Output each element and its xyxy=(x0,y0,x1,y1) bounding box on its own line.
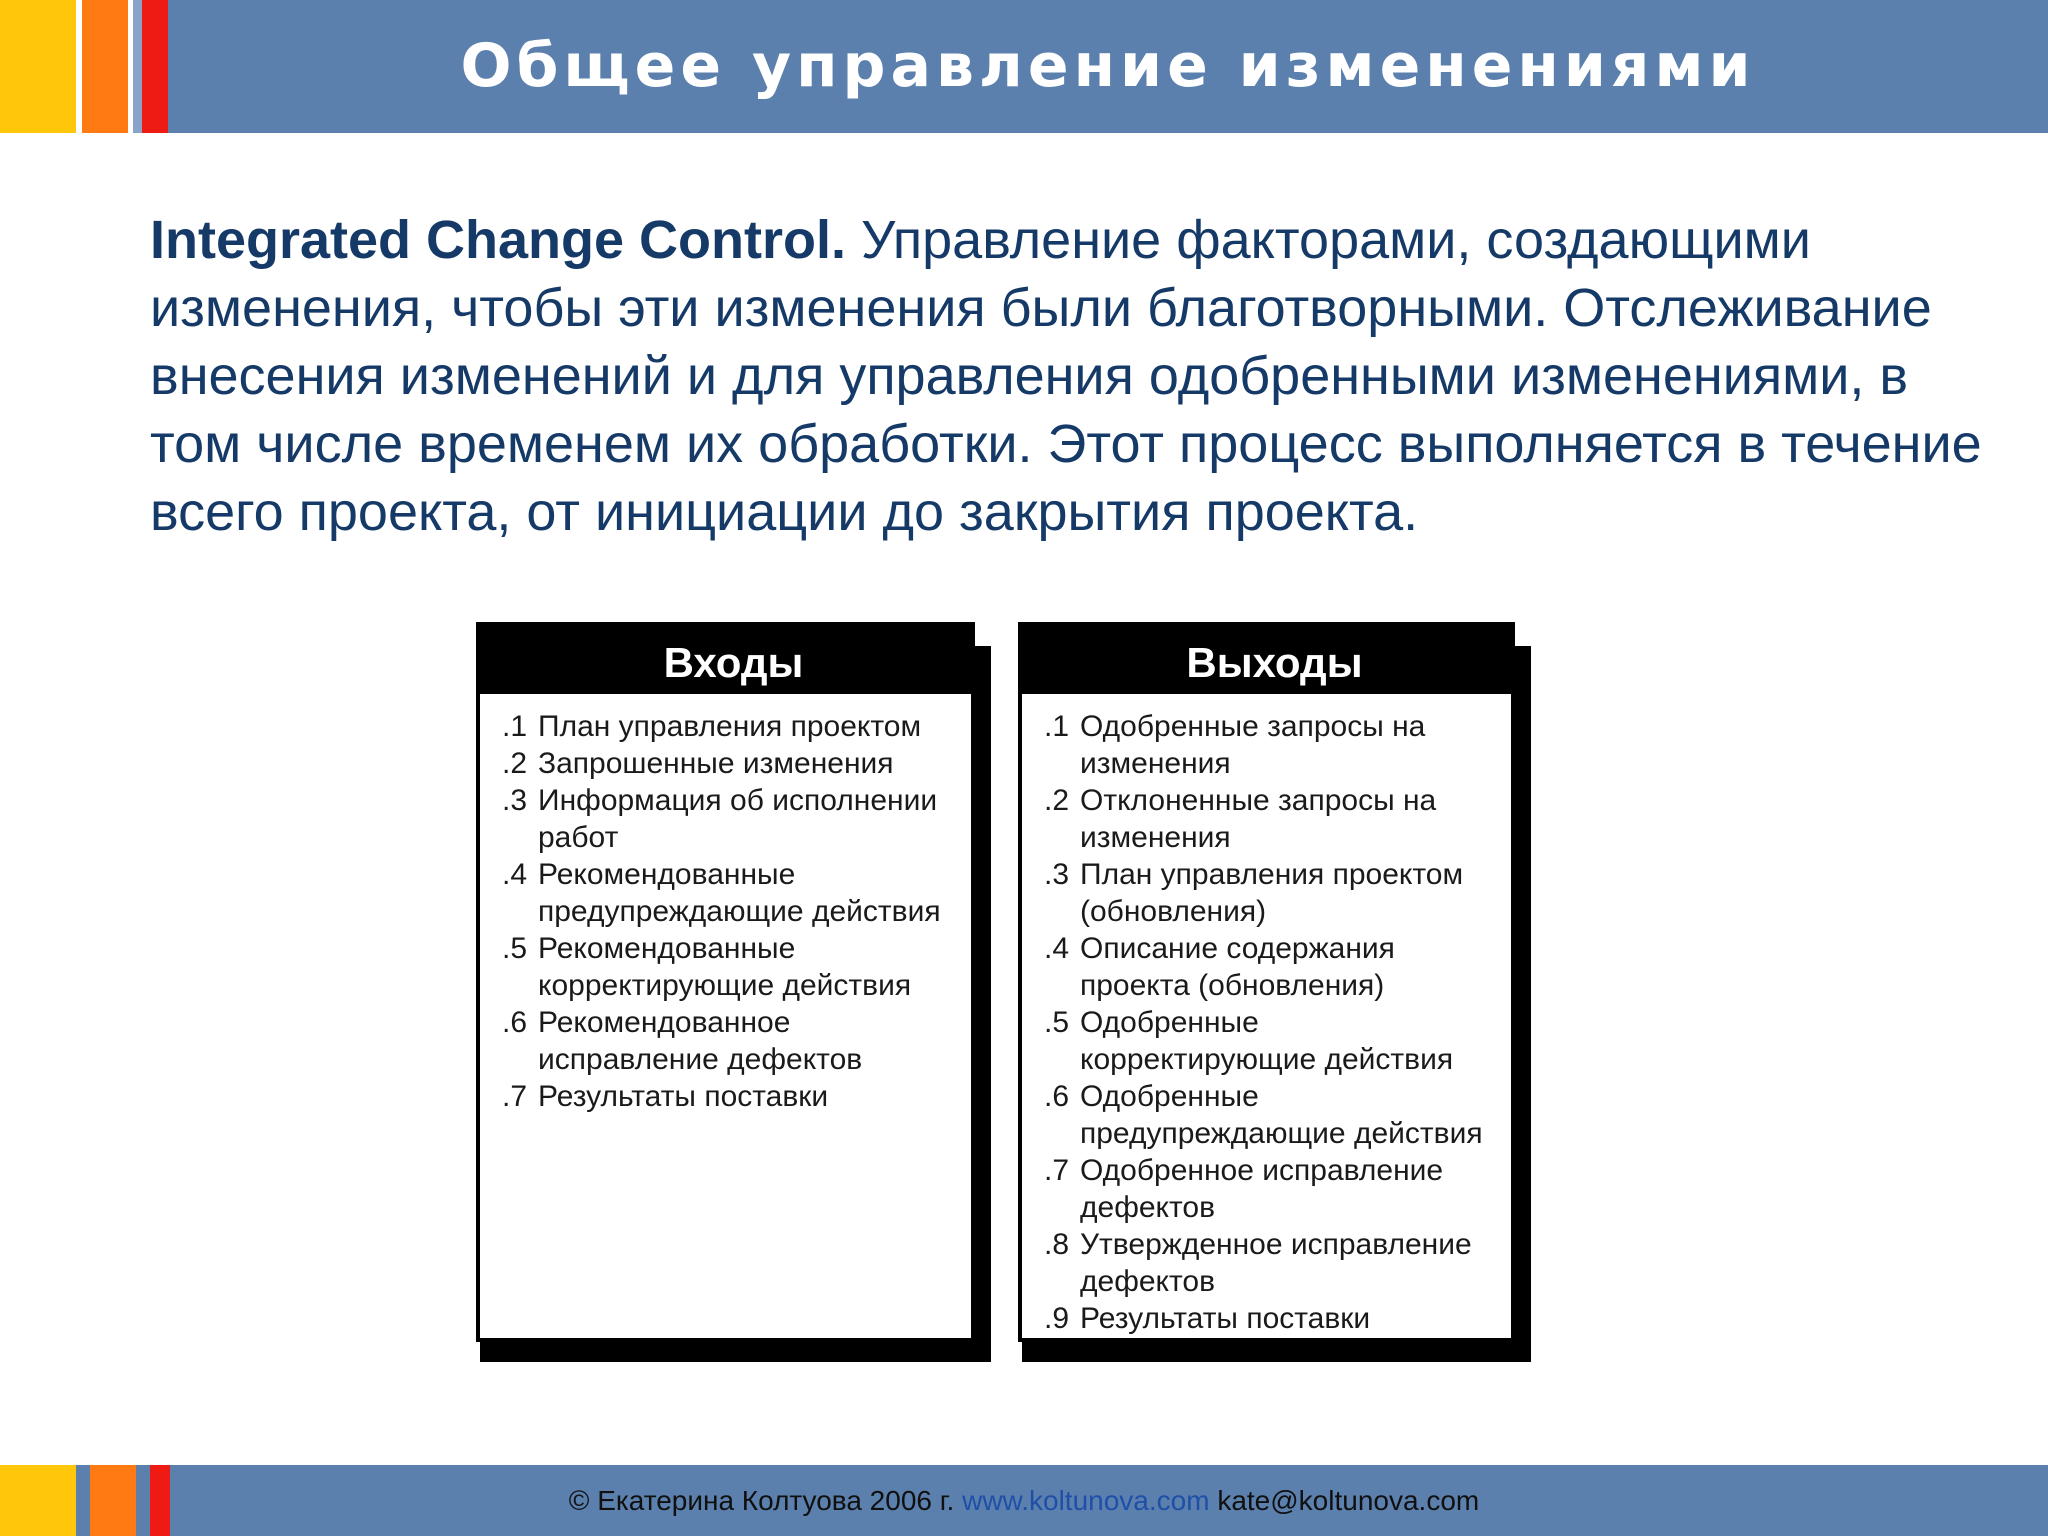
list-item xyxy=(1044,1300,1499,1337)
intro-paragraph xyxy=(150,206,2010,546)
item-text: Отклоненные запросы на изменения xyxy=(1080,784,1437,854)
accent-stripe-orange xyxy=(82,0,128,133)
item-number: .5 xyxy=(1044,1006,1070,1039)
list-item xyxy=(502,1004,959,1078)
item-text: Утвержденное исправление дефектов xyxy=(1080,1228,1472,1298)
copyright: © Екатерина Колтуова 2006 г. xyxy=(568,1485,955,1516)
item-number: .4 xyxy=(502,858,528,891)
list-item xyxy=(502,782,959,856)
list-item xyxy=(1044,1226,1499,1300)
inputs-list xyxy=(480,694,971,1338)
list-item xyxy=(1044,1004,1499,1078)
intro-lead: Integrated Change Control. xyxy=(150,210,847,270)
header-bar xyxy=(0,0,2048,133)
panel-notch xyxy=(975,622,991,646)
outputs-panel xyxy=(1018,622,1531,1362)
list-item xyxy=(1044,1078,1499,1152)
list-item xyxy=(502,856,959,930)
intro-text: Управление факторами, создающими изменения, чтобы эти изменения были благотворными. Отслеживание внесения изменений и для управления одобренными изменениями, в том числе временем их обработки. Этот процесс выполняется в течение всего проекта, от инициации до закрытия проекта. xyxy=(150,210,1982,542)
item-number: .3 xyxy=(502,784,528,817)
item-number: .7 xyxy=(1044,1154,1070,1187)
slide-title: Общее управление изменениями xyxy=(460,31,1756,101)
item-number: .2 xyxy=(1044,784,1070,817)
accent-stripe-red xyxy=(142,0,168,133)
item-number: .6 xyxy=(1044,1080,1070,1113)
list-item xyxy=(502,745,959,782)
list-item xyxy=(1044,708,1499,782)
website-link[interactable]: www.koltunova.com xyxy=(962,1485,1210,1516)
item-text: Рекомендованные корректирующие действия xyxy=(538,932,912,1002)
item-text: Одобренные корректирующие действия xyxy=(1080,1006,1454,1076)
list-item xyxy=(502,708,959,745)
item-number: .4 xyxy=(1044,932,1070,965)
item-text: Одобренные предупреждающие действия xyxy=(1080,1080,1483,1150)
list-item xyxy=(502,930,959,1004)
item-number: .3 xyxy=(1044,858,1070,891)
item-text: Рекомендованное исправление дефектов xyxy=(538,1006,863,1076)
list-item xyxy=(502,1078,959,1115)
list-item xyxy=(1044,856,1499,930)
inputs-panel xyxy=(476,622,991,1362)
list-item xyxy=(1044,930,1499,1004)
accent-stripe-blue xyxy=(133,0,142,133)
item-text: План управления проектом (обновления) xyxy=(1080,858,1464,928)
item-number: .5 xyxy=(502,932,528,965)
item-number: .1 xyxy=(1044,710,1070,743)
item-text: Одобренные запросы на изменения xyxy=(1080,710,1426,780)
item-text: Одобренное исправление дефектов xyxy=(1080,1154,1444,1224)
outputs-title: Выходы xyxy=(1186,639,1363,686)
list-item xyxy=(1044,1152,1499,1226)
panel-notch xyxy=(476,1342,480,1362)
item-text: Описание содержания проекта (обновления) xyxy=(1080,932,1395,1002)
item-text: Информация об исполнении работ xyxy=(538,784,938,854)
panel-notch xyxy=(1018,1342,1022,1362)
item-text: Результаты поставки xyxy=(538,1080,829,1113)
accent-stripe-yellow xyxy=(0,0,76,133)
email-link[interactable]: kate@koltunova.com xyxy=(1217,1485,1480,1516)
item-number: .2 xyxy=(502,747,528,780)
item-text: План управления проектом xyxy=(538,710,922,743)
item-number: .1 xyxy=(502,710,528,743)
item-number: .7 xyxy=(502,1080,528,1113)
item-text: Рекомендованные предупреждающие действия xyxy=(538,858,941,928)
footer-bar xyxy=(0,1465,2048,1536)
item-number: .6 xyxy=(502,1006,528,1039)
item-number: .8 xyxy=(1044,1228,1070,1261)
item-text: Результаты поставки xyxy=(1080,1302,1371,1335)
panel-notch xyxy=(1515,622,1531,646)
item-number: .9 xyxy=(1044,1302,1070,1335)
item-text: Запрошенные изменения xyxy=(538,747,894,780)
outputs-list xyxy=(1022,694,1511,1338)
footer-text xyxy=(0,1465,2048,1536)
inputs-title: Входы xyxy=(663,639,804,686)
list-item xyxy=(1044,782,1499,856)
